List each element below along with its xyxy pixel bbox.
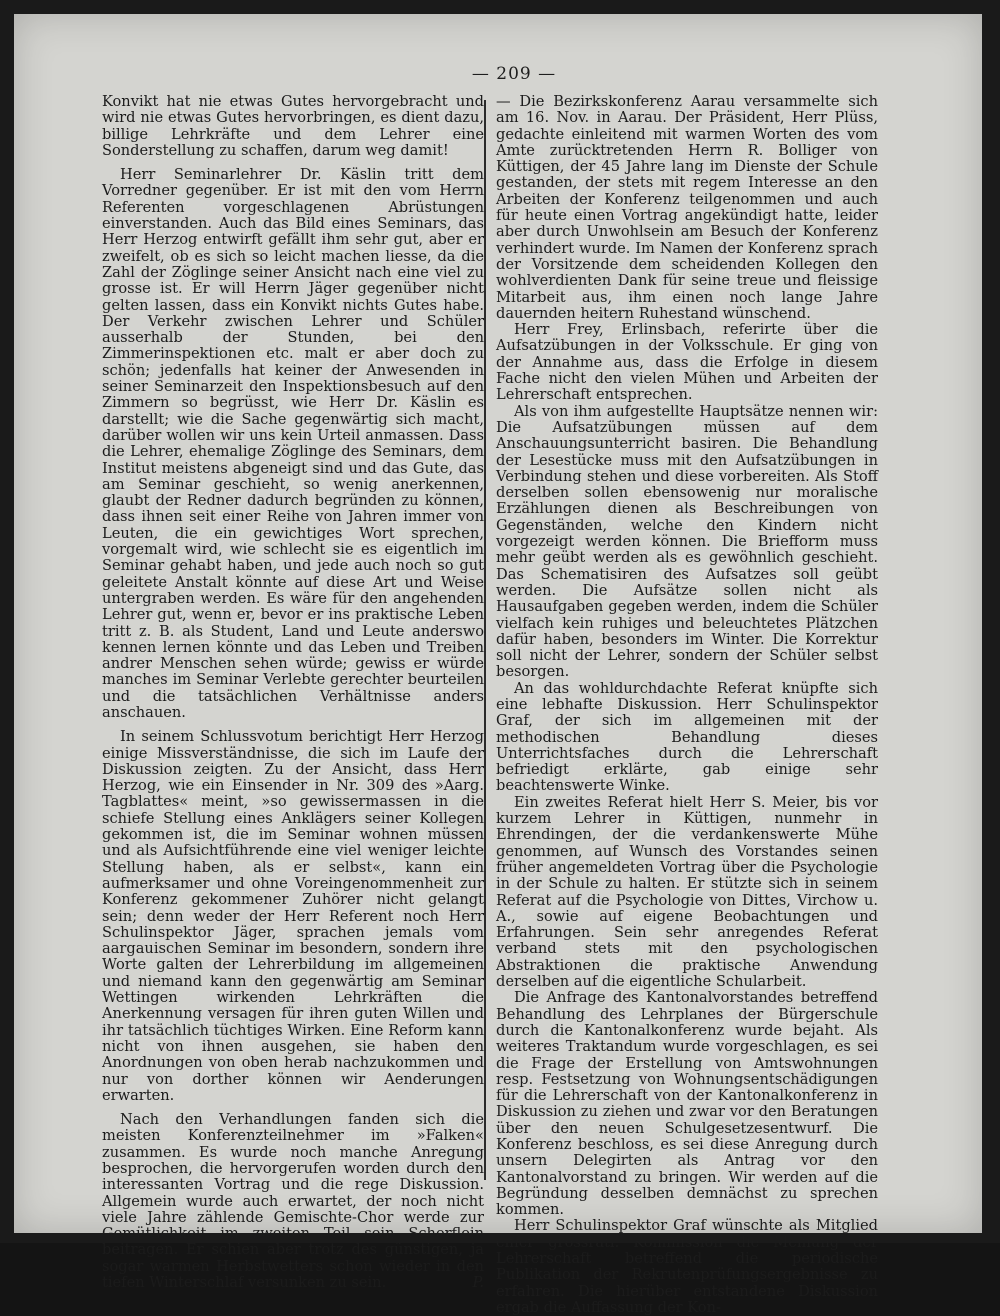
paragraph (102, 1112, 484, 1291)
paragraph: — Die Bezirkskonferenz Aarau versammelte sich am 16. Nov. in Aarau. Der Präsident, Herr Plüss, gedachte einleitend mit warmen Worten des vom Amte zurücktretenden Herrn R. Bolliger von Küttigen, der 45 Jahre lang im Dienste der Schule gestanden, der stets mit regem Interesse an den Arbeiten der Konferenz teilgenommen und auch für heute einen Vortrag angekündigt hatte, leider aber durch Unwohlsein am Besuch der Konferenz verhindert wurde. Im Namen der Konferenz sprach der Vorsitzende dem scheidenden Kollegen den wohlverdienten Dank für seine treue und fleissige Mitarbeit aus, ihm einen noch lange Jahre dauernden heitern Ruhestand wünschend. (496, 93, 878, 322)
paragraph: In seinem Schlussvotum berichtigt Herr Herzog einige Missverständnisse, die sich im Laufe der Diskussion zeigten. Zu der Ansicht, dass Herr Herzog, wie ein Einsender in Nr. 309 des »Aarg. Tagblattes« meint, »so gewissermassen in die schiefe Stellung eines Anklägers seiner Kollegen gekommen ist, die im Seminar wohnen müssen und als Aufsichtführende eine viel weniger leichte Stellung haben, als er selbst«, kann ein aufmerksamer und ohne Voreingenommenheit zur Konferenz gekommener Zuhörer nicht gelangt sein; denn weder der Herr Referent noch Herr Schulinspektor Jäger, sprachen jemals vom aargauischen Seminar im besondern, sondern ihre Worte galten der Lehrerbildung im allgemeinen und niemand kann den gegenwärtig am Seminar Wettingen wirkenden Lehrkräften die Anerkennung versagen für ihren guten Willen und ihr tatsächlich tüchtiges Wirken. Eine Reform kann nicht von ihnen ausgehen, sie haben den Anordnungen von oben herab nachzukommen und nur von dorther können wir Aenderungen erwarten. (102, 728, 484, 1104)
right-column (496, 94, 878, 1316)
paragraph: Die Anfrage des Kantonalvorstandes betreffend Behandlung des Lehrplanes der Bürgerschule durch die Kantonalkonferenz wurde bejaht. Als weiteres Traktandum wurde vorgeschlagen, es sei die Frage der Erstellung von Amtswohnungen resp. Festsetzung von Wohnungsentschädigungen für die Lehrerschaft von der Kantonalkonferenz in Diskussion zu ziehen und zwar vor den Beratungen über den neuen Schulgesetzesentwurf. Die Konferenz beschloss, es sei diese Anregung durch unsern Delegirten als Antrag vor den Kantonalvorstand zu bringen. Wir werden auf die Begründung desselben demnächst zu sprechen kommen. (496, 989, 878, 1219)
paragraph: Konvikt hat nie etwas Gutes hervorgebracht und wird nie etwas Gutes hervorbringen, es dient dazu, billige Lehrkräfte und dem Lehrer eine Sonderstellung zu schaffen, darum weg damit! (102, 93, 484, 159)
author-signature: P. (472, 1274, 484, 1292)
document-page (14, 14, 982, 1316)
paragraph: Herr Seminarlehrer Dr. Käslin tritt dem Vorredner gegenüber. Er ist mit den vom Herrn Referenten vorgeschlagenen Abrüstungen einverstanden. Auch das Bild eines Seminars, das Herr Herzog entwirft gefällt ihm sehr gut, aber er zweifelt, ob es sich so leicht machen liesse, da die Zahl der Zöglinge seiner Ansicht nach eine viel zu grosse ist. Er will Herrn Jäger gegenüber nicht gelten lassen, dass ein Konvikt nichts Gutes habe. Der Verkehr zwischen Lehrer und Schüler ausserhalb der Stunden, bei den Zimmerinspektionen etc. malt er aber doch zu schön; jedenfalls hat keiner der Anwesenden in seiner Seminarzeit den Inspektionsbesuch auf den Zimmern so begrüsst, wie Herr Dr. Käslin es darstellt; wie die Sache gegenwärtig sich macht, darüber wollen wir uns kein Urteil anmassen. Dass die Lehrer, ehemalige Zöglinge des Seminars, dem Institut meistens abgeneigt sind und das Gute, das am Seminar geschieht, so wenig anerkennen, glaubt der Redner dadurch begründen zu können, dass ihnen seit einer Reihe von Jahren immer von Leuten, die ein gewichtiges Wort sprechen, vorgemalt wird, wie schlecht sie es eigentlich im Seminar gehabt haben, und jede auch noch so gut geleitete Anstalt könnte auf diese Art und Weise untergraben werden. Es wäre für den angehenden Lehrer gut, wenn er, bevor er ins praktische Leben tritt z. B. als Student, Land und Leute anderswo kennen lernen könnte und das Leben und Treiben andrer Menschen sehen würde; gewiss er würde manches im Seminar Verlebte gerechter beurteilen und die tatsächlichen Verhältnisse anders anschauen. (102, 166, 484, 721)
page-number: — 209 — (471, 64, 557, 84)
paragraph: Herr Frey, Erlinsbach, referirte über die Aufsatzübungen in der Volksschule. Er ging von der Annahme aus, dass die Erfolge in diesem Fache nicht den vielen Mühen und Arbeiten der Lehrerschaft entsprechen. (496, 321, 878, 404)
paragraph: Als von ihm aufgestellte Hauptsätze nennen wir: Die Aufsatzübungen müssen auf dem Anschauungsunterricht basiren. Die Behandlung der Lesestücke muss mit den Aufsatzübungen in Verbindung stehen und diese vorbereiten. Als Stoff derselben sollen ebensowenig nur moralische Erzählungen dienen als Beschreibungen von Gegenständen, welche den Kindern nicht vorgezeigt werden können. Die Briefform muss mehr geübt werden als es gewöhnlich geschieht. Das Schematisiren des Aufsatzes soll geübt werden. Die Aufsätze sollen nicht als Hausaufgaben gegeben werden, indem die Schüler vielfach kein ruhiges und beleuchtetes Plätzchen dafür haben, besonders im Winter. Die Korrektur soll nicht der Lehrer, sondern der Schüler selbst besorgen. (496, 402, 878, 681)
column-divider (484, 100, 486, 1180)
paragraph: Herr Schulinspektor Graf wünschte als Mitglied einer grossrätl. Kommission die Meinung der Lehrerschaft betreffend die periodische Publikation der Rekrutenprüfungsergebnisse zu erfahren. Die hierüber entstandene Diskussion ergab die Auffassung der Kon- (496, 1217, 878, 1316)
paragraph: Ein zweites Referat hielt Herr S. Meier, bis vor kurzem Lehrer in Küttigen, nunmehr in Ehrendingen, der die verdankenswerte Mühe genommen, auf Wunsch des Vorstandes seinen früher angemeldeten Vortrag über die Psychologie in der Schule zu halten. Er stützte sich in seinem Referat auf die Psychologie von Dittes, Virchow u. A., sowie auf eigene Beobachtungen und Erfahrungen. Sein sehr anregendes Referat verband stets mit den psychologischen Abstraktionen die praktische Anwendung derselben auf die eigentliche Schularbeit. (496, 793, 878, 991)
paragraph: An das wohldurchdachte Referat knüpfte sich eine lebhafte Diskussion. Herr Schulinspektor Graf, der sich im allgemeinen mit der methodischen Behandlung dieses Unterrichtsfaches durch die Lehrerschaft befriedigt erklärte, gab einige sehr beachtenswerte Winke. (496, 679, 878, 795)
left-column (102, 94, 484, 1291)
paragraph-text: Nach den Verhandlungen fanden sich die meisten Konferenzteilnehmer im »Falken« zusammen. Es wurde noch manche Anregung besprochen, die hervorgerufen worden durch den interessanten Vortrag und die rege Diskussion. Allgemein wurde auch erwartet, der noch nicht viele Jahre zählende Gemischte-Chor werde zur Gemütlichkeit im zweiten Teil sein Scherflein beitragen. Er schien aber trotz des günstigen, ja sogar warmen Herbstwetters schon wieder in den tiefen Winterschlaf versunken zu sein. (102, 1111, 484, 1292)
